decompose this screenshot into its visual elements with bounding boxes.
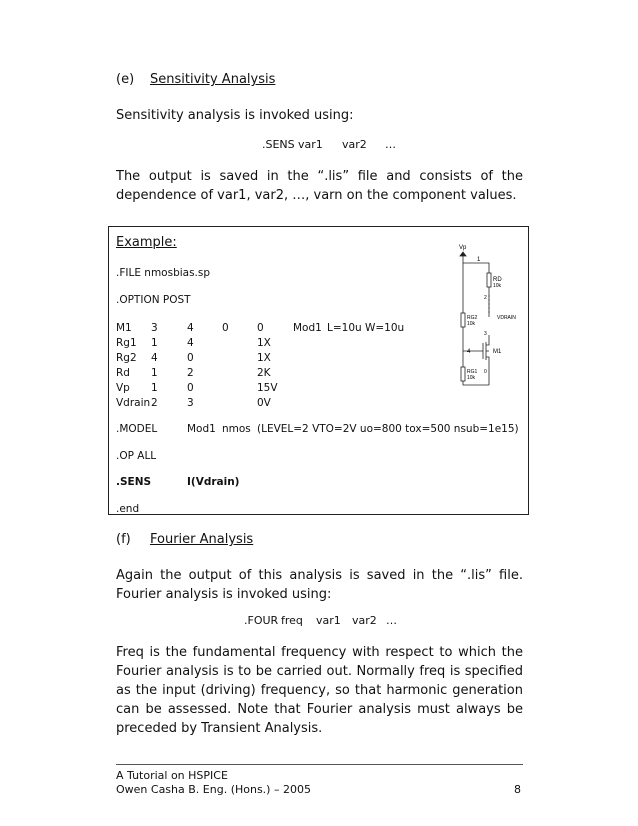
sens-cmd-ellipsis: …	[385, 138, 396, 151]
vdrain-label: VDRAIN	[497, 315, 516, 321]
option-line: .OPTION POST	[116, 294, 191, 306]
netlist-n2: 4	[187, 322, 194, 334]
netlist-n2: 0	[187, 352, 194, 364]
netlist-name: Vp	[116, 382, 130, 394]
section-f-intro: Again the output of this analysis is saved in the “.lis” file. Fourier analysis is invoked using:	[116, 568, 523, 602]
node2-label: 2	[484, 295, 487, 301]
netlist-n2: 4	[187, 337, 194, 349]
rg1-label: RG1	[467, 369, 478, 375]
four-cmd-keyword: .FOUR	[244, 614, 279, 627]
file-line: .FILE nmosbias.sp	[116, 267, 211, 279]
rd-label: RD	[493, 277, 502, 283]
section-e-output-text: The output is saved in the “.lis” file and consists of the dependence of var1, var2, …, varn on the component values.	[116, 169, 523, 203]
node1-label: 1	[477, 257, 481, 263]
op-line: .OP ALL	[116, 450, 157, 462]
section-e-title: Sensitivity Analysis	[150, 72, 276, 87]
end-line: .end	[116, 503, 140, 515]
m1-label: M1	[493, 349, 502, 355]
node0-label: 0	[484, 369, 487, 375]
rd-resistor	[487, 273, 491, 287]
section-f-letter: (f)	[116, 532, 131, 547]
netlist-value: 2K	[257, 367, 271, 379]
netlist-value: 0	[257, 322, 264, 334]
netlist-name: Rg2	[116, 352, 137, 364]
vp-arrow-icon	[460, 252, 466, 256]
rg2-value: 10k	[467, 321, 476, 327]
netlist-params: L=10u W=10u	[327, 322, 405, 334]
model-keyword: .MODEL	[116, 423, 158, 435]
netlist-value: 15V	[257, 382, 278, 394]
netlist-n1: 1	[151, 382, 158, 394]
footer-author: Owen Casha B. Eng. (Hons.) – 2005	[116, 783, 311, 796]
netlist-n1: 2	[151, 397, 158, 409]
rg2-label: RG2	[467, 315, 478, 321]
netlist-value: 1X	[257, 352, 271, 364]
model-type: nmos	[222, 423, 251, 435]
rg2-resistor	[461, 313, 465, 327]
rg1-value: 10k	[467, 375, 476, 381]
netlist-n1: 3	[151, 322, 158, 334]
model-name: Mod1	[187, 423, 216, 435]
netlist-name: Vdrain	[116, 397, 151, 409]
sens-keyword: .SENS	[116, 476, 152, 488]
netlist-name: M1	[116, 322, 132, 334]
page-number: 8	[514, 783, 521, 796]
example-box	[108, 226, 529, 515]
node3-label: 3	[484, 331, 487, 337]
model-params: (LEVEL=2 VTO=2V uo=800 tox=500 nsub=1e15)	[257, 423, 519, 435]
netlist-model: Mod1	[293, 322, 322, 334]
circuit-schematic	[447, 239, 525, 399]
section-f-body: Freq is the fundamental frequency with respect to which the Fourier analysis is to be carried out. Normally freq is specified as the input (driving) frequency, so that harmonic generation can be assessed. Note that Fourier analysis must always be preceded by Transient Analysis.	[116, 645, 523, 736]
netlist-value: 1X	[257, 337, 271, 349]
section-e-letter: (e)	[116, 72, 135, 87]
vp-label: Vp	[459, 245, 467, 251]
section-e-intro: Sensitivity analysis is invoked using:	[116, 108, 354, 123]
four-cmd-ellipsis: …	[386, 614, 397, 627]
sens-arg: I(Vdrain)	[187, 476, 240, 488]
four-cmd-freq: freq	[281, 614, 303, 627]
netlist-n2: 0	[187, 382, 194, 394]
ground-rail	[463, 381, 489, 385]
netlist-n1: 1	[151, 367, 158, 379]
footer-title: A Tutorial on HSPICE	[116, 769, 228, 782]
netlist-n3: 0	[222, 322, 229, 334]
section-f-title: Fourier Analysis	[150, 532, 254, 547]
sens-cmd-var1: var1	[298, 138, 323, 151]
rd-value: 10k	[493, 283, 502, 289]
netlist-n2: 2	[187, 367, 194, 379]
netlist-n2: 3	[187, 397, 194, 409]
node4-label: 4	[467, 349, 471, 355]
top-rail-wire	[463, 263, 489, 273]
footer-divider	[116, 764, 523, 765]
four-cmd-var2: var2	[352, 614, 377, 627]
sens-cmd-var2: var2	[342, 138, 367, 151]
netlist-n1: 1	[151, 337, 158, 349]
netlist-name: Rd	[116, 367, 130, 379]
rg1-resistor	[461, 367, 465, 381]
netlist-name: Rg1	[116, 337, 137, 349]
netlist-value: 0V	[257, 397, 271, 409]
sens-cmd-keyword: .SENS	[262, 138, 295, 151]
example-heading: Example:	[116, 235, 177, 250]
four-cmd-var1: var1	[316, 614, 341, 627]
netlist-n1: 4	[151, 352, 158, 364]
